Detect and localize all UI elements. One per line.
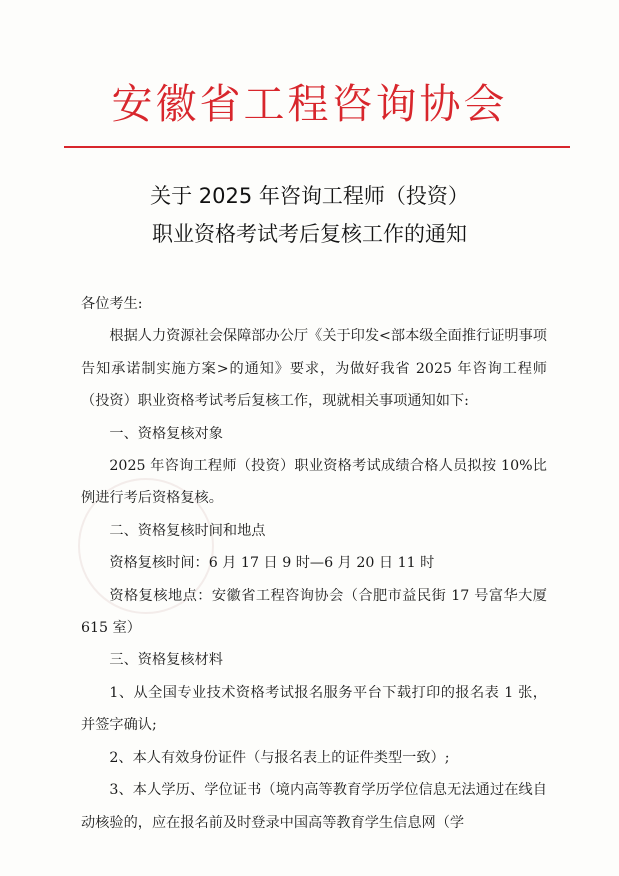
salutation: 各位考生: xyxy=(81,296,143,312)
document-body xyxy=(81,288,547,839)
section-3-heading: 三、资格复核材料 xyxy=(109,652,223,669)
section-2-place: 资格复核地点：安徽省工程咨询协会（合肥市益民街 17 号富华大厦 615 室） xyxy=(81,587,547,637)
letterhead-divider xyxy=(64,146,570,148)
intro-paragraph: 根据人力资源社会保障部办公厅《关于印发<部本级全面推行证明事项告知承诺制实施方案>的通知》要求，为做好我省 2025 年咨询工程师（投资）职业资格考试考后复核工作，现就相关事项通知如下: xyxy=(81,328,547,410)
material-item-3: 3、本人学历、学位证书（境内高等教育学历学位信息无法通过在线自动核验的，应在报名前及时登录中国高等教育学生信息网（学 xyxy=(81,782,547,831)
document-title-line-2: 职业资格考试考后复核工作的通知 xyxy=(152,222,467,246)
section-1-heading: 一、资格复核对象 xyxy=(109,425,223,442)
org-letterhead: 安徽省工程咨询协会 xyxy=(111,80,508,128)
section-2-heading: 二、资格复核时间和地点 xyxy=(109,522,266,539)
section-2-time: 资格复核时间：6 月 17 日 9 时—6 月 20 日 11 时 xyxy=(109,555,435,572)
material-item-1: 1、从全国专业技术资格考试报名服务平台下载打印的报名表 1 张，并签字确认; xyxy=(81,684,547,734)
material-item-2: 2、本人有效身份证件（与报名表上的证件类型一致）; xyxy=(109,749,450,766)
section-1-text: 2025 年咨询工程师（投资）职业资格考试成绩合格人员拟按 10%比例进行考后资格复核。 xyxy=(81,458,547,507)
document-title-line-1: 关于 2025 年咨询工程师（投资） xyxy=(150,184,469,208)
